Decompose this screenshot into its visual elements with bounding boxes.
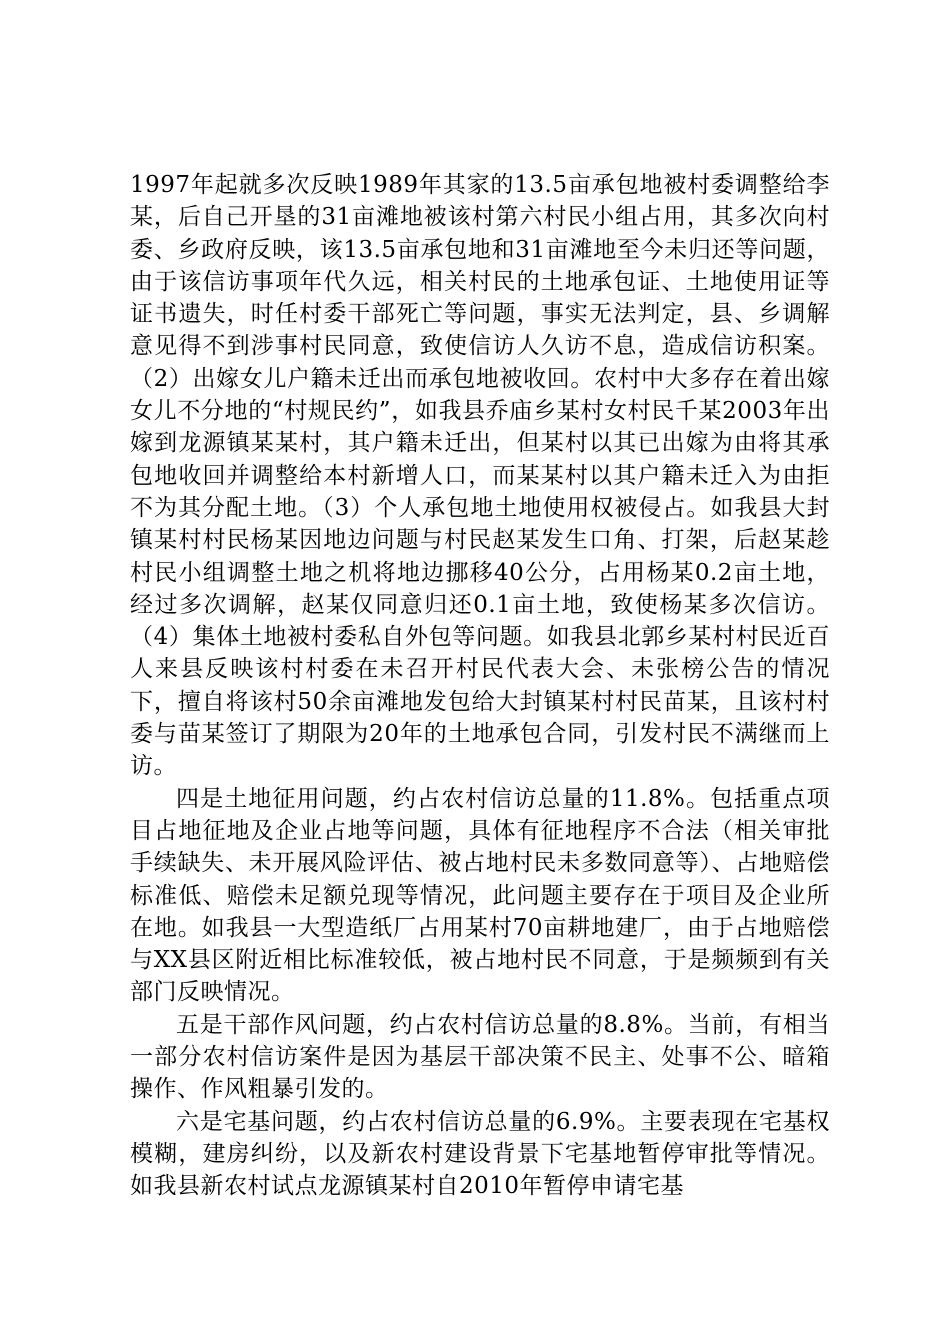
paragraph-4: 六是宅基问题，约占农村信访总量的6.9%。主要表现在宅基权模糊，建房纠纷，以及新农村建设背景下宅基地暂停审批等情况。如我县新农村试点龙源镇某村自2010年暂停申请宅基: [130, 1108, 830, 1200]
paragraph-3: 五是干部作风问题，约占农村信访总量的8.8%。当前，有相当一部分农村信访案件是因为基层干部决策不民主、处事不公、暗箱操作、作风粗暴引发的。: [130, 1011, 830, 1103]
document-page: [130, 169, 830, 1203]
paragraph-1: 1997年起就多次反映1989年其家的13.5亩承包地被村委调整给李某，后自己开垦的31亩滩地被该村第六村民小组占用，其多次向村委、乡政府反映，该13.5亩承包地和31亩滩地至今未归还等问题，由于该信访事项年代久远，相关村民的土地承包证、土地使用证等证书遗失，时任村委干部死亡等问题，事实无法判定，县、乡调解意见得不到涉事村民同意，致使信访人久访不息，造成信访积案。（2）出嫁女儿户籍未迁出而承包地被收回。农村中大多存在着出嫁女儿不分地的“村规民约”，如我县乔庙乡某村女村民千某2003年出嫁到龙源镇某某村，其户籍未迁出，但某村以其已出嫁为由将其承包地收回并调整给本村新增人口，而某某村以其户籍未迁入为由拒不为其分配土地。（3）个人承包地土地使用权被侵占。如我县大封镇某村村民杨某因地边问题与村民赵某发生口角、打架，后赵某趁村民小组调整土地之机将地边挪移40公分，占用杨某0.2亩土地，经过多次调解，赵某仅同意归还0.1亩土地，致使杨某多次信访。（4）集体土地被村委私自外包等问题。如我县北郭乡某村村民近百人来县反映该村村委在未召开村民代表大会、未张榜公告的情况下，擅自将该村50余亩滩地发包给大封镇某村村民苗某，且该村村委与苗某签订了期限为20年的土地承包合同，引发村民不满继而上访。: [130, 172, 830, 780]
paragraph-2: 四是土地征用问题，约占农村信访总量的11.8%。包括重点项目占地征地及企业占地等问题，具体有征地程序不合法（相关审批手续缺失、未开展风险评估、被占地村民未多数同意等）、占地赔偿标准低、赔偿未足额兑现等情况，此问题主要存在于项目及企业所在地。如我县一大型造纸厂占用某村70亩耕地建厂，由于占地赔偿与XX县区附近相比标准较低，被占地村民不同意，于是频频到有关部门反映情况。: [130, 785, 830, 1006]
